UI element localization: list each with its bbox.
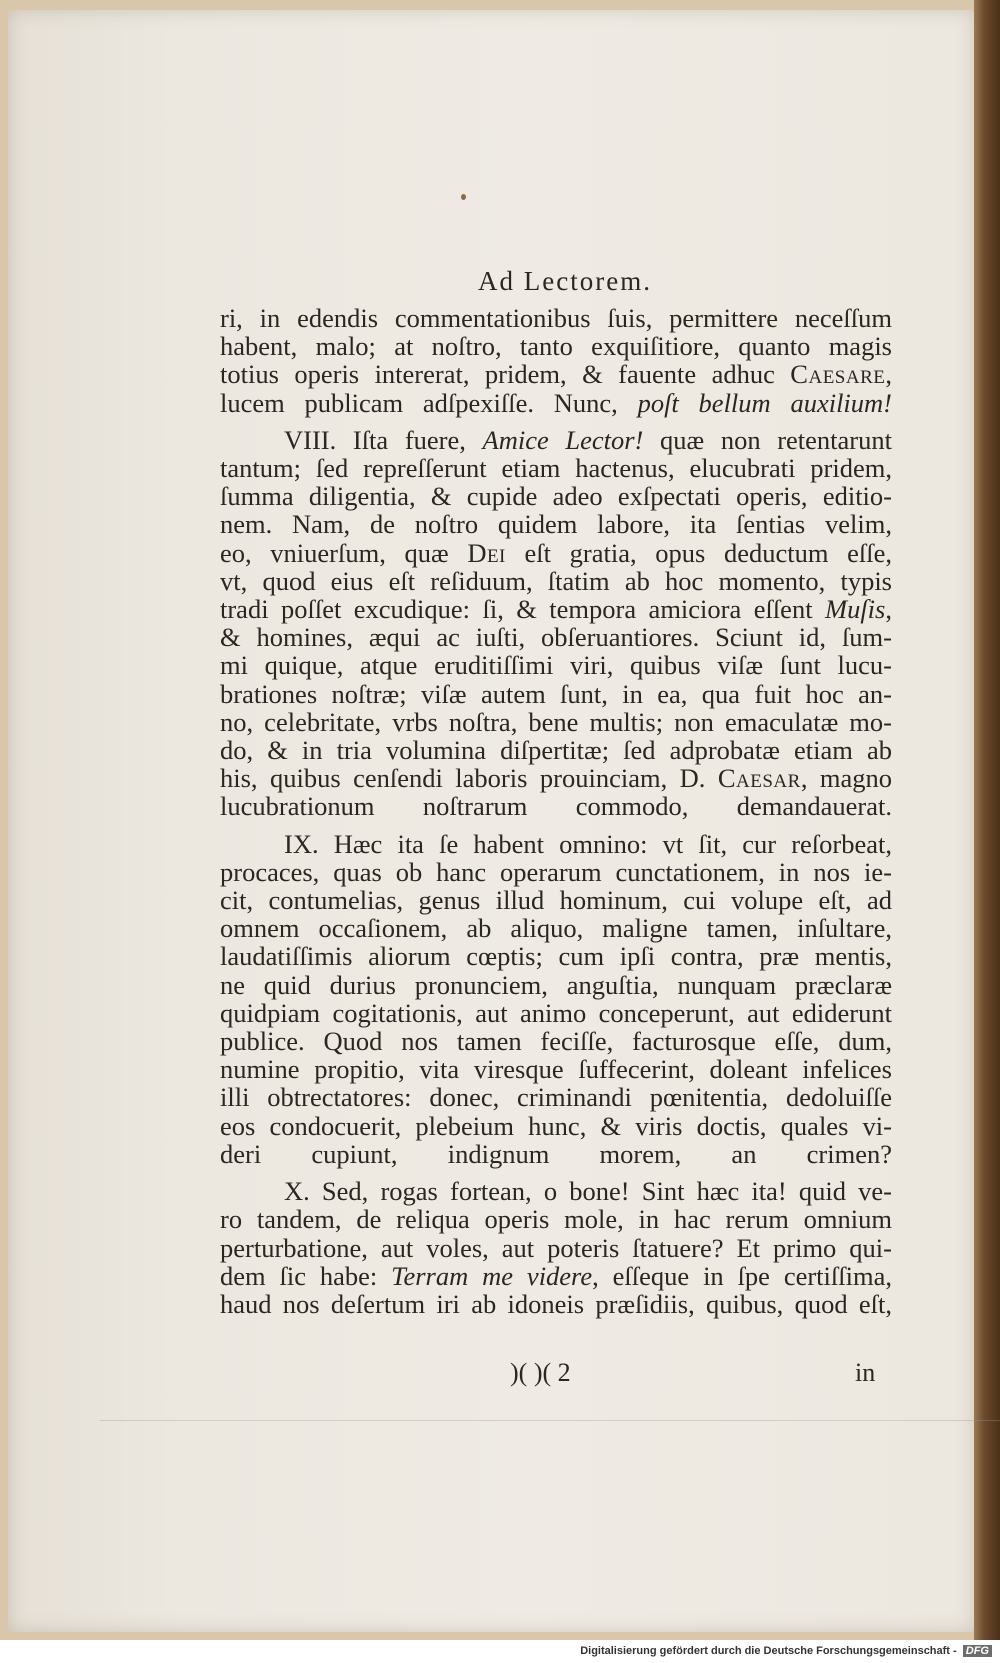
signature-mark: )( )( 2 [510,1358,571,1387]
text-run: laudatiſſimis aliorum cœptis; cum ipſi contra, præ mentis, [220,941,892,972]
text-run: quæ non retentarunt [643,424,892,455]
text-run: habent, malo; at noſtro, tanto exquiſitiore, quanto magis [220,331,892,362]
text-run: ri, in edendis commentationibus ſuis, permittere neceſſum [220,303,892,333]
text-line [220,1112,892,1140]
text-run: & homines, æqui ac iuſti, obſeruantiores. Sciunt id, ſum- [220,622,892,653]
text-run: , eſſeque in ſpe certiſſima, [592,1260,892,1291]
text-line [220,971,892,999]
text-run: nem. Nam, de noſtro quidem labore, ita ſentias velim, [220,509,892,540]
text-run: procaces, quas ob hanc operarum cunctationem, in nos ie- [220,856,892,887]
text-run: , [885,594,892,625]
text-line [220,454,892,482]
text-run: brationes noſtræ; viſæ autem ſunt, in ea, qua fuit hoc an- [220,678,892,709]
text-line [220,1083,892,1111]
italic-run: Muſis [825,594,886,625]
text-line [220,914,892,942]
text-line [220,886,892,914]
italic-run: Terram me videre [391,1260,593,1291]
text-run: IX. Hæc ita ſe habent omnino: vt ſit, cur reſorbeat, [284,828,892,859]
text-line [220,482,892,510]
text-run: quidpiam cogitationis, aut animo conceperunt, aut ediderunt [220,997,892,1028]
text-line [220,1055,892,1083]
text-run: dem ſic habe: [220,1260,392,1291]
page-content [100,60,1000,1421]
text-run: lucubrationum noſtrarum commodo, demandauerat. [220,791,892,822]
text-line [220,736,892,764]
text-run: ro tandem, de reliqua operis mole, in hac rerum omnium [220,1204,892,1235]
text-run: deri cupiunt, indignum morem, an crimen? [220,1138,892,1169]
text-line [220,942,892,970]
text-line [220,426,892,454]
text-run: X. Sed, rogas fortean, o bone! Sint hæc ita! quid ve- [284,1176,892,1207]
text-run: illi obtrectatores: donec, criminandi pœnitentia, dedoluiſſe [220,1082,892,1113]
text-run: cit, contumelias, genus illud hominum, cui volupe eſt, ad [220,885,892,916]
text-line [220,680,892,708]
paragraph-p-viii [220,426,892,821]
text-line [220,332,892,360]
smallcaps-run: Caesar [717,763,801,794]
text-line [220,623,892,651]
text-line [220,1027,892,1055]
text-run: totius operis intererat, pridem, & fauente adhuc [220,359,791,390]
text-line [220,510,892,538]
text-run: numine propitio, vita viresque ſuffecerint, doleant infelices [220,1054,892,1085]
text-run: perturbatione, aut voles, aut poteris ſtatuere? Et primo qui- [220,1232,892,1263]
text-line [220,1205,892,1233]
text-run: publice. Quod nos tamen feciſſe, facturosque eſſe, dum, [220,1026,892,1057]
text-line [220,830,892,858]
text-run: vt, quod eius eſt reſiduum, ſtatim ab hoc momento, typis [220,565,892,596]
page-heading: Ad Lectorem. [478,266,652,296]
text-run: ſumma diligentia, & cupide adeo exſpectati operis, editio- [220,481,892,512]
text-line [220,567,892,595]
paragraph-p-ix [220,830,892,1168]
text-run: lucem publicam adſpexiſſe. Nunc, [220,387,638,418]
text-run: eo, vniuerſum, quæ [220,537,468,568]
text-run: tantum; ſed repreſſerunt etiam hactenus, elucubrati pridem, [220,453,892,484]
text-line [220,360,892,388]
text-run: , [885,359,892,390]
text-run: ne quid durius pronunciem, anguſtia, nunquam præclaræ [220,969,892,1000]
text-line [220,764,892,792]
text-line [220,1140,892,1168]
text-line [220,539,892,567]
text-line [220,389,892,417]
paragraph-p-x [220,1177,892,1318]
digitization-credit [580,1645,992,1657]
smallcaps-run: Caesare [790,359,886,390]
text-run: , magno [800,763,893,794]
text-line [220,858,892,886]
text-line [220,595,892,623]
text-line [220,708,892,736]
text-run: eos condocuerit, plebeium hunc, & viris doctis, quales vi- [220,1110,892,1141]
text-run: mi quique, atque eruditiſſimi viri, quibus viſæ ſunt lucu- [220,650,892,681]
ink-speck [461,194,466,200]
text-run: do, & in tria volumina diſpertitæ; ſed adprobatæ etiam ab [220,735,892,766]
text-run: his, quibus cenſendi laboris prouinciam, D. [220,763,718,794]
italic-run: Amice Lector! [482,424,644,455]
text-line [220,651,892,679]
dfg-logo: DFG [963,1645,992,1657]
text-run: omnem occaſionem, ab aliquo, maligne tamen, inſultare, [220,913,892,944]
text-run: tradi poſſet excudique: ſi, & tempora amiciora eſſent [220,594,825,625]
text-run: eſt gratia, opus deductum eſſe, [505,537,892,568]
text-run: no, celebritate, vrbs noſtra, bene multis; non emaculatæ mo- [220,706,892,737]
smallcaps-run: Dei [467,537,506,568]
body-text [220,304,892,1318]
italic-run: poſt bellum auxilium! [637,387,892,418]
text-run: haud nos deſertum iri ab idoneis præſidiis, quibus, quod eſt, [220,1288,892,1319]
text-line [220,999,892,1027]
credit-text: Digitalisierung gefördert durch die Deutsche Forschungsgemeinschaft - [580,1645,957,1657]
text-line [220,304,892,332]
paragraph-p-cont [220,304,892,417]
text-run: VIII. Iſta fuere, [284,424,483,455]
text-line [220,1262,892,1290]
text-line [220,792,892,820]
catchword: in [855,1358,876,1387]
text-line [220,1177,892,1205]
text-line [220,1234,892,1262]
text-line [220,1290,892,1318]
